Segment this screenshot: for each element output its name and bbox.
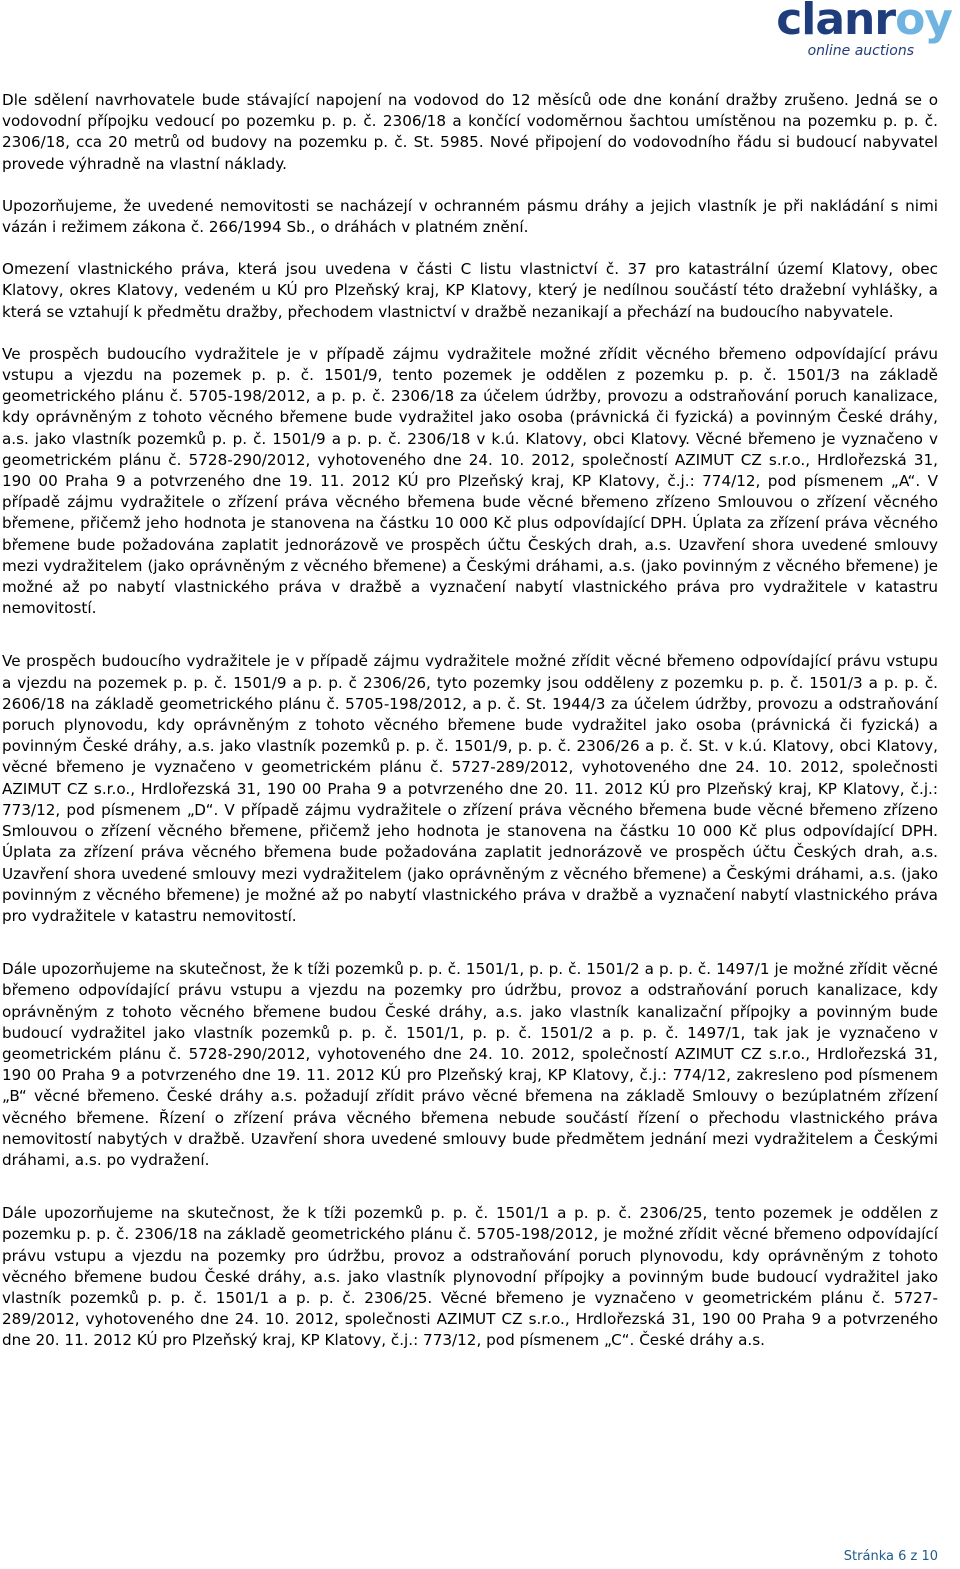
paragraph-ownership-restrictions: Omezení vlastnického práva, která jsou uvedena v části C listu vlastnictví č. 37 pro katastrální území Klatovy, obec Klatovy, okres Klatovy, vedeném u KÚ pro Plzeňský kraj, KP Klatovy, který je nedílnou součástí této dražební vyhlášky, a která se vztahují k předmětu dražby, přechodem vlastnictví v dražbě nezanikají a přechází na budoucího nabyvatele. [2, 260, 938, 321]
paragraph-easement-d: Ve prospěch budoucího vydražitele je v případě zájmu vydražitele možné zřídit věcné břemeno odpovídající právu vstupu a vjezdu na pozemek p. p. č. 1501/9 a p. p. č 2306/26, tyto pozemky jsou odděleny z pozemku p. p. č. 1501/3 a p. p. č. 2606/18 na základě geometrického plánu č. 5705-198/2012, a p. č. St. 1944/3 za účelem údržby, provozu a odstraňování poruch plynovodu, kdy oprávněným z tohoto věcného břemene bude vydražitel jako osoba (právnická či fyzická) a povinným České dráhy, a.s. jako vlastník pozemků p. p. č. 1501/9, p. p. č. 2306/26 a p. č. St. v k.ú. Klatovy, obci Klatovy, věcné břemeno je vyznačeno v geometrickém plánu č. 5727-289/2012, vyhotoveného dne 24. 10. 2012, společnosti AZIMUT CZ s.r.o., Hrdlořezská 31, 190 00 Praha 9 a potvrzeného dne 20. 11. 2012 KÚ pro Plzeňský kraj, KP Klatovy, č.j.: 773/12, pod písmenem „D“. V případě zájmu vydražitele o zřízení práva věcného břemena bude věcné břemeno zřízeno Smlouvou o zřízení věcného břemene, přičemž jeho hodnota je stanovena na částku 10 000 Kč plus odpovídající DPH. Úplata za zřízení práva věcného břemena bude požadována zaplatit jednorázově ve prospěch účtu Českých drah, a.s. Uzavření shora uvedené smlouvy mezi vydražitelem (jako oprávněným z věcného břemene) a Českými dráhami, a.s. (jako povinným z věcného břemene) je možné až po nabytí vlastnického práva v dražbě a vyznačení nabytí vlastnického práva pro vydražitele v katastru nemovitostí. [2, 652, 938, 925]
paragraph-easement-a: Ve prospěch budoucího vydražitele je v případě zájmu vydražitele možné zřídit věcného břemeno odpovídající právu vstupu a vjezdu na pozemek p. p. č. 1501/9, tento pozemek je oddělen z pozemku p. p. č. 1501/3 na základě geometrického plánu č. 5705-198/2012, a p. p. č. 2306/18 za účelem údržby, provozu a odstraňování poruch kanalizace, kdy oprávněným z tohoto věcného břemene bude vydražitel jako osoba (právnická či fyzická) a povinným České dráhy, a.s. jako vlastník pozemků p. p. č. 1501/9 a p. p. č. 2306/18 v k.ú. Klatovy, obci Klatovy. Věcné břemeno je vyznačeno v geometrickém plánu č. 5728-290/2012, vyhotoveného dne 24. 10. 2012, společností AZIMUT CZ s.r.o., Hrdlořezská 31, 190 00 Praha 9 a potvrzeného dne 19. 11. 2012 KÚ pro Plzeňský kraj, KP Klatovy, č.j.: 774/12, pod písmenem „A“. V případě zájmu vydražitele o zřízení práva věcného břemena bude věcné břemeno zřízeno Smlouvou o zřízení věcného břemene, přičemž jeho hodnota je stanovena na částku 10 000 Kč plus odpovídající DPH. Úplata za zřízení práva věcného břemene bude požadována zaplatit jednorázově ve prospěch účtu Českých drah, a.s. Uzavření shora uvedené smlouvy mezi vydražitelem (jako oprávněným z věcného břemene) a Českými dráhami, a.s. (jako povinným z věcného břemene) je možné až po nabytí vlastnického práva v dražbě a vyznačení nabytí vlastnického práva pro vydražitele v katastru nemovitostí. [2, 344, 938, 618]
document-body [2, 90, 938, 1373]
paragraph-water-connection: Dle sdělení navrhovatele bude stávající napojení na vodovod do 12 měsíců ode dne konání dražby zrušeno. Jedná se o vodovodní přípojku vedoucí po pozemku p. p. č. 2306/18 a končící vodoměrnou šachtou umístěnou na pozemku p. p. č. 2306/18, cca 20 metrů od budovy na pozemku p. č. St. 5985. Nové připojení do vodovodního řádu si budoucí nabyvatel provede výhradně na vlastní náklady. [2, 91, 938, 173]
paragraph-easement-c: Dále upozorňujeme na skutečnost, že k tíži pozemků p. p. č. 1501/1 a p. p. č. 2306/25, tento pozemek je oddělen z pozemku p. p. č. 2306/18 na základě geometrického plánu č. 5705-198/2012, je možné zřídit věcné břemeno odpovídající právu vstupu a vjezdu na pozemky pro údržbu, provoz a odstraňování poruch plynovodu, kdy oprávněným z tohoto věcného břemene budou České dráhy, a.s. jako vlastník plynovodní přípojky a povinným bude budoucí vydražitel jako vlastník pozemků p. p. č. 1501/1 a p. p. č. 2306/25. Věcné břemeno je vyznačeno v geometrickém plánu č. 5727-289/2012, vyhotoveného dne 24. 10. 2012, společnosti AZIMUT CZ s.r.o., Hrdlořezská 31, 190 00 Praha 9 a potvrzeného dne 20. 11. 2012 KÚ pro Plzeňský kraj, KP Klatovy, č.j.: 773/12, pod písmenem „C“. České dráhy a.s. [2, 1204, 938, 1350]
clanroy-logo [742, 2, 952, 60]
logo-wordmark: clanroy [776, 0, 952, 45]
page-number: Stránka 6 z 10 [843, 1549, 938, 1564]
paragraph-easement-b: Dále upozorňujeme na skutečnost, že k tíži pozemků p. p. č. 1501/1, p. p. č. 1501/2 a p. p. č. 1497/1 je možné zřídit věcné břemeno odpovídající právu vstupu a vjezdu na pozemky pro údržbu, provoz a odstraňování poruch kanalizace, kdy oprávněným z tohoto věcného břemene budou České dráhy, a.s. jako vlastník kanalizační přípojky a povinným bude budoucí vydražitel jako vlastník pozemků p. p. č. 1501/1, p. p. č. 1501/2 a p. p. č. 1497/1, tak jak je vyznačeno v geometrickém plánu č. 5728-290/2012, vyhotoveného dne 24. 10. 2012, společností AZIMUT CZ s.r.o., Hrdlořezská 31, 190 00 Praha 9 a potvrzeného dne 19. 11. 2012 KÚ pro Plzeňský kraj, KP Klatovy, č.j.: 774/12, zakresleno pod písmenem „B“ věcné břemeno. České dráhy a.s. požadují zřídit právo věcné břemena na základě Smlouvy o bezúplatném zřízení věcného břemene. Řízení o zřízení práva věcného břemena nebude součástí řízení o přechodu vlastnického práva nemovitostí nabytých v dražbě. Uzavření shora uvedené smlouvy bude předmětem jednání mezi vydražitelem a Českými dráhami, a.s. po vydražení. [2, 960, 938, 1169]
paragraph-railway-zone: Upozorňujeme, že uvedené nemovitosti se nacházejí v ochranném pásmu dráhy a jejich vlastník je při nakládání s nimi vázán i režimem zákona č. 266/1994 Sb., o dráhách v platném znění. [2, 196, 938, 237]
logo-tagline: online auctions [807, 43, 914, 59]
